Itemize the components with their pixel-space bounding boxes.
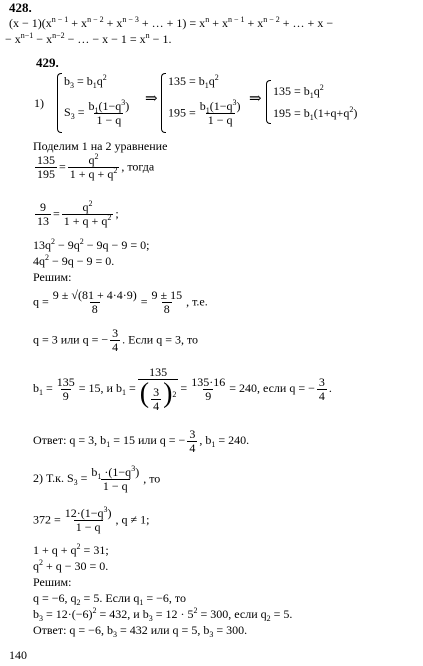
solve-label: Решим: bbox=[33, 270, 72, 284]
item-1-label: 1) bbox=[34, 96, 44, 110]
ratio-equation-2: $\frac{9}{13}$ = $\frac{q^2}{1 + q + q^2}$ ; bbox=[37, 199, 119, 228]
quadratic-root: q = $\frac{9 \pm √(81 + 4\cdot 4\cdot 9)}{8}$ = $\frac{9 \pm 15}{8}$ , т.е. bbox=[33, 288, 208, 316]
system3-eq1: $135 = b_1q^2$ bbox=[273, 83, 324, 100]
problem-428-number: 428. bbox=[9, 0, 32, 15]
ratio-equation-1: $\frac{135}{195}$ = $\frac{q^2}{1 + q + q^2}$ , тогда bbox=[37, 152, 155, 181]
system2-eq1: $135 = b_1q^2$ bbox=[168, 73, 219, 90]
b3-line: $b_3 = 12\cdot(-6)^2 = 432$, и $b_3 = 12 \cdot 5^2 = 300$, если $q_2 = 5$. bbox=[33, 606, 293, 623]
system-brace bbox=[161, 73, 166, 133]
implies-arrow: ⇒ bbox=[145, 91, 158, 107]
solve-label-2: Решим: bbox=[33, 575, 72, 589]
roots-line: q = −6, $q_2 = 5$. Если $q_1 = -6$, то bbox=[33, 591, 187, 607]
equation-sum31: $1 + q + q^2 = 31$; bbox=[33, 542, 109, 557]
system2-eq2: 195 = $\frac{b_1(1-q^3)}{1 - q}$ bbox=[168, 98, 241, 127]
system1-eq1: $b_3 = b_1q^2$ bbox=[64, 73, 107, 90]
equation-quadratic: $q^2 + q - 30 = 0$. bbox=[33, 558, 109, 573]
item-2-sum: 2) Т.к. $S_3$ = $\frac{b_1 \cdot(1-q^3)}{1 - q}$ , то bbox=[33, 464, 161, 493]
divide-text: Поделим 1 на 2 уравнение bbox=[33, 139, 168, 153]
equation-372: 372 = $\frac{12\cdot(1-q^3)}{1 - q}$ , q ≠ 1; bbox=[33, 505, 150, 534]
page-number: 140 bbox=[9, 648, 27, 662]
equation-13q: $13q^2 - 9q^2 - 9q - 9 = 0$; bbox=[33, 237, 150, 252]
problem-429-number: 429. bbox=[36, 55, 59, 70]
system-brace bbox=[266, 80, 271, 124]
answer-1: Ответ: q = 3, $b_1 = 15$ или q = − $\frac{3}{4}$ , $b_1 = 240$. bbox=[33, 427, 250, 455]
implies-arrow: ⇒ bbox=[249, 91, 262, 107]
q-values: q = 3 или q = − $\frac{3}{4}$ . Если q = 3, то bbox=[33, 326, 199, 354]
equation-4q: $4q^2 - 9q - 9 = 0$. bbox=[33, 253, 115, 268]
system-brace bbox=[57, 73, 62, 133]
b1-computation: $b_1$ = $\frac{135}{9}$ = 15, и $b_1$ = 135 ( $\frac{3}{4}$ )$^2$ = $\frac{135\cdot 16}{9}$ = 240, если q = − $\frac{3}{4}$ . bbox=[33, 365, 332, 413]
system3-eq2: $195 = b_1(1+q+q^2)$ bbox=[273, 105, 358, 122]
answer-2: Ответ: q = −6, $b_3 = 432$ или q = 5, $b_3 = 300$. bbox=[33, 623, 248, 639]
system1-eq2: $S_3$ = $\frac{b_1(1-q^3)}{1 - q}$ bbox=[64, 98, 130, 127]
problem-428-line1: $(x - 1)(x^{n - 1} + x^{n - 2} + x^{n - 3}$ + … + $1) = x^n + x^{n - 1} + x^{n - 2}$ + … + x − bbox=[9, 15, 334, 30]
problem-428-line2: − $x^{n-1} - x^{n-2}$ − … − $x - 1 = x^n - 1$. bbox=[5, 31, 172, 46]
